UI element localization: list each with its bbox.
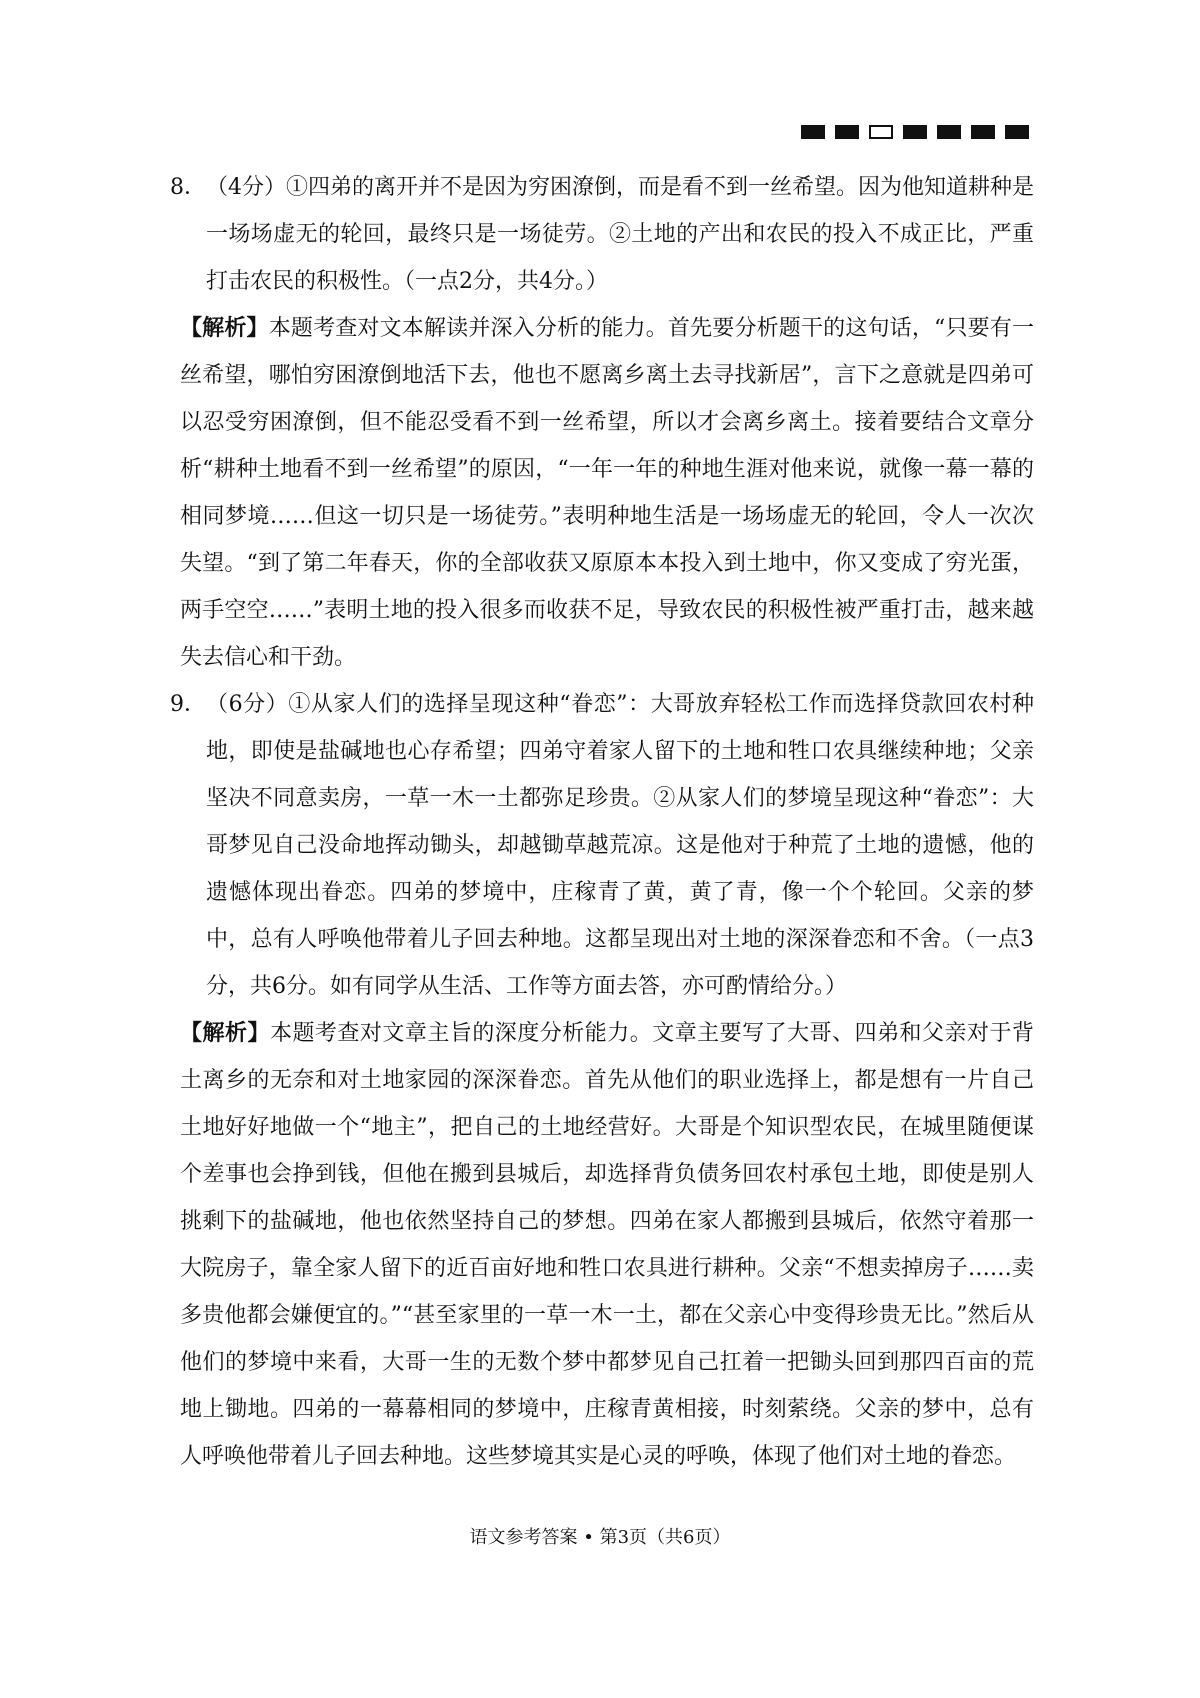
marker-filled — [835, 125, 859, 139]
marker-filled — [971, 125, 995, 139]
analysis-tag: 【解析】 — [180, 1020, 270, 1046]
answer-content — [170, 164, 1034, 1480]
question-9-answer — [170, 681, 1034, 1010]
question-8-answer — [170, 164, 1034, 305]
question-8-answer-text: （4分）①四弟的离开并不是因为穷困潦倒，而是看不到一丝希望。因为他知道耕种是一场场虚无的轮回，最终只是一场徒劳。②土地的产出和农民的投入不成正比，严重打击农民的积极性。（一点2分，共4分。） — [206, 175, 1034, 294]
answer-marker-bar — [801, 125, 1029, 139]
marker-filled — [801, 125, 825, 139]
question-8-analysis-text: 本题考查对文本解读并深入分析的能力。首先要分析题干的这句话，“只要有一丝希望，哪怕穷困潦倒地活下去，他也不愿离乡离土去寻找新居”，言下之意就是四弟可以忍受穷困潦倒，但不能忍受看不到一丝希望，所以才会离乡离土。接着要结合文章分析“耕种土地看不到一丝希望”的原因，“一年一年的种地生涯对他来说，就像一幕一幕的相同梦境……但这一切只是一场徒劳。”表明种地生活是一场场虚无的轮回，令人一次次失望。“到了第二年春天，你的全部收获又原原本本投入到土地中，你又变成了穷光蛋，两手空空……”表明土地的投入很多而收获不足，导致农民的积极性被严重打击，越来越失去信心和干劲。 — [180, 316, 1034, 670]
question-9-answer-text: （6分）①从家人们的选择呈现这种“眷恋”：大哥放弃轻松工作而选择贷款回农村种地，即使是盐碱地也心存希望；四弟守着家人留下的土地和牲口农具继续种地；父亲坚决不同意卖房，一草一木一土都弥足珍贵。②从家人们的梦境呈现这种“眷恋”：大哥梦见自己没命地挥动锄头，却越锄草越荒凉。这是他对于种荒了土地的遗憾，他的遗憾体现出眷恋。四弟的梦境中，庄稼青了黄，黄了青，像一个个轮回。父亲的梦中，总有人呼唤他带着儿子回去种地。这都呈现出对土地的深深眷恋和不舍。（一点3分，共6分。如有同学从生活、工作等方面去答，亦可酌情给分。） — [206, 692, 1034, 999]
question-9-analysis-text: 本题考查对文章主旨的深度分析能力。文章主要写了大哥、四弟和父亲对于背土离乡的无奈和对土地家园的深深眷恋。首先从他们的职业选择上，都是想有一片自己土地好好地做一个“地主”，把自己的土地经营好。大哥是个知识型农民，在城里随便谋个差事也会挣到钱，但他在搬到县城后，却选择背负债务回农村承包土地，即使是别人挑剩下的盐碱地，他也依然坚持自己的梦想。四弟在家人都搬到县城后，依然守着那一大院房子，靠全家人留下的近百亩好地和牲口农具进行耕种。父亲“不想卖掉房子……卖多贵他都会嫌便宜的。”“甚至家里的一草一木一土，都在父亲心中变得珍贵无比。”然后从他们的梦境中来看，大哥一生的无数个梦中都梦见自己扛着一把锄头回到那四百亩的荒地上锄地。四弟的一幕幕相同的梦境中，庄稼青黄相接，时刻萦绕。父亲的梦中，总有人呼唤他带着儿子回去种地。这些梦境其实是心灵的呼唤，体现了他们对土地的眷恋。 — [180, 1021, 1034, 1469]
question-8-number: 8． — [170, 175, 206, 200]
analysis-tag: 【解析】 — [180, 315, 269, 341]
question-9-number: 9． — [170, 692, 206, 717]
question-9-analysis — [170, 1010, 1034, 1480]
marker-filled — [937, 125, 961, 139]
marker-hollow — [869, 125, 893, 139]
page-footer: 语文参考答案 • 第3页（共6页） — [469, 1527, 731, 1548]
marker-filled — [1005, 125, 1029, 139]
question-8-analysis — [170, 305, 1034, 681]
marker-filled — [903, 125, 927, 139]
